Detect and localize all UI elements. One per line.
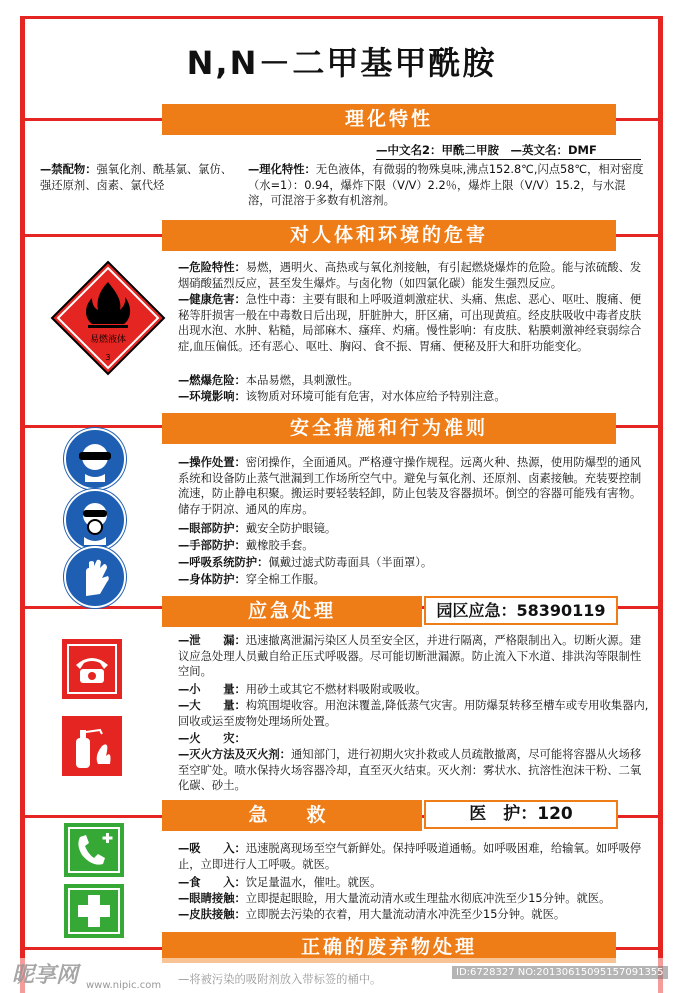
aliases-underline xyxy=(376,159,641,160)
fire-extinguisher-icon xyxy=(62,716,122,776)
watermark-id: ID:6728327 NO:20130615095157091355 xyxy=(452,966,668,979)
frame-right-line xyxy=(658,16,663,993)
hazard-label: —燃爆危险： xyxy=(178,374,246,387)
sign-text: 易燃液体 xyxy=(89,335,127,345)
prop-text: 无色液体，有微弱的物殊臭味,沸点152.8℃,闪点58℃，相对密度（水=1）：0.94，爆炸下限（V/V）2.2％，爆炸上限（V/V）15.2，与水混溶，可混溶于多数有机溶剂。 xyxy=(248,163,644,208)
firstaid-item-3 xyxy=(178,907,652,923)
prop-block xyxy=(248,162,648,209)
medical-label: 医 护： xyxy=(469,804,538,824)
hazard-text: 急性中毒：主要有眼和上呼吸道刺激症状、头痛、焦虑、恶心、呕吐、腹痛、便秘等肝损害一般在中毒数日后出现，肝脏肿大，肝区痛，可出现黄疸。经皮肤吸收中毒者皮肤出现水泡、水肿、粘糙，局部麻木、瘙痒、灼痛。慢性影响：有皮肤、粘膜刺激神经衰弱综合症,血压偏低。还有恶心、呕吐、胸闷、食不振、胃痛、便秘及肝大和肝功能变化。 xyxy=(178,293,642,353)
firstaid-text: 立即提起眼睑，用大量流动清水或生理盐水彻底冲洗至少15分钟。就医。 xyxy=(245,892,611,905)
page-title: N,N－二甲基甲酰胺 xyxy=(186,44,497,82)
first-aid-cross-sign xyxy=(64,884,124,938)
hazard-label: —危险特性： xyxy=(178,261,246,274)
watermark-url: www.nipic.com xyxy=(86,980,162,991)
safety-item-3 xyxy=(178,555,652,571)
safety-text: 戴橡胶手套。 xyxy=(245,539,314,552)
hazard-label: —健康危害： xyxy=(178,293,246,306)
section-header-disposal: 正确的废弃物处理 xyxy=(162,932,616,963)
section-header-hazard: 对人体和环境的危害 xyxy=(162,220,616,251)
safety-label: —手部防护： xyxy=(178,539,246,552)
section-header-emergency: 应急处理 xyxy=(162,596,422,627)
goggles-icon xyxy=(66,430,124,488)
hazard-item-1 xyxy=(178,292,652,354)
medical-phone: 120 xyxy=(537,804,573,824)
flammable-liquid-icon xyxy=(50,260,166,376)
safety-label: —操作处置： xyxy=(178,456,246,469)
hazard-item-2 xyxy=(178,373,652,389)
frame-left-line xyxy=(20,16,25,993)
emergency-label: —火 灾： xyxy=(178,732,246,745)
firstaid-label: —眼睛接触： xyxy=(178,892,246,905)
respirator-sign xyxy=(64,489,126,551)
safety-text: 穿全棉工作服。 xyxy=(245,573,325,586)
emergency-text: 用砂土或其它不燃材料吸附或吸收。 xyxy=(245,683,427,696)
taboo-block xyxy=(40,162,236,193)
emergency-label: —灭火方法及灭火剂： xyxy=(178,748,291,761)
emergency-label: —大 量： xyxy=(178,699,246,712)
aliases-line: —中文名2：甲酰二甲胺 —英文名：DMF xyxy=(376,143,597,157)
safety-label: —呼吸系统防护： xyxy=(178,556,269,569)
taboo-text: 强氧化剂、酰基氯、氯仿、强还原剂、卤素、氯代烃 xyxy=(40,163,233,192)
fire-extinguisher-sign xyxy=(62,716,122,776)
taboo-label: —禁配物： xyxy=(40,163,97,176)
safety-text: 佩戴过滤式防毒面具（半面罩）。 xyxy=(268,556,433,569)
section-header-physchem: 理化特性 xyxy=(162,104,616,135)
emergency-item-2 xyxy=(178,698,652,729)
emergency-item-3 xyxy=(178,731,652,747)
medical-box xyxy=(424,800,618,829)
hazard-text: 易燃，遇明火、高热或与氧化剂接触，有引起燃烧爆炸的危险。能与浓硫酸、发烟硝酸猛烈反应，甚至发生爆炸。与卤化物（如四氯化碳）能发生强烈反应。 xyxy=(178,261,642,290)
emergency-item-1 xyxy=(178,682,652,698)
hazard-item-3 xyxy=(178,389,652,405)
hazard-text: 该物质对环境可能有危害，对水体应给予特别注意。 xyxy=(245,390,506,403)
glove-sign xyxy=(64,546,126,608)
frame-top-line xyxy=(20,16,663,19)
firstaid-label: —吸 入： xyxy=(178,842,246,855)
firstaid-text: 饮足量温水，催吐。就医。 xyxy=(245,876,382,889)
firstaid-item-1 xyxy=(178,875,652,891)
emergency-text: 通知部门，进行初期火灾扑救或人员疏散撤离，尽可能将容器从火场移至空旷处。喷水保持火场容器冷却，直至灭火结束。灭火剂：雾状水、抗溶性泡沫干粉、二氧化碳、砂土。 xyxy=(178,748,642,793)
emergency-item-4 xyxy=(178,747,652,794)
first-aid-phone-icon xyxy=(64,823,124,877)
hazard-item-0 xyxy=(178,260,652,291)
firstaid-item-2 xyxy=(178,891,652,907)
hazard-text: 本品易燃，具刺激性。 xyxy=(245,374,359,387)
prop-label: —理化特性： xyxy=(248,163,316,176)
firstaid-item-0 xyxy=(178,841,652,872)
section-header-firstaid: 急 救 xyxy=(162,800,422,831)
glove-icon xyxy=(66,548,124,606)
park-emergency-box xyxy=(424,596,618,625)
emergency-label: —小 量： xyxy=(178,683,246,696)
section-header-safety: 安全措施和行为准则 xyxy=(162,413,616,444)
flammable-liquid-sign xyxy=(50,260,166,376)
firstaid-label: —食 入： xyxy=(178,876,246,889)
eye-protection-sign xyxy=(64,428,126,490)
emergency-item-0 xyxy=(178,633,652,680)
safety-label: —眼部防护： xyxy=(178,522,246,535)
safety-label: —身体防护： xyxy=(178,573,246,586)
telephone-icon xyxy=(62,639,122,699)
safety-item-1 xyxy=(178,521,652,537)
safety-text: 密闭操作，全面通风。严格遵守操作规程。远离火种、热源，使用防爆型的通风系统和设备防止蒸气泄漏到工作场所空气中。避免与氧化剂、还原剂、卤素接触。充装要控制流速，防止静电积聚。搬运时要轻装轻卸，防止包装及容器损坏。倒空的容器可能残有害物。储存于阴凉、通风的库房。 xyxy=(178,456,642,516)
first-aid-cross-icon xyxy=(64,884,124,938)
safety-item-2 xyxy=(178,538,652,554)
safety-item-0 xyxy=(178,455,652,517)
firstaid-text: 立即脱去污染的衣着，用大量流动清水冲洗至少15分钟。就医。 xyxy=(245,908,566,921)
safety-text: 戴安全防护眼镜。 xyxy=(245,522,337,535)
firstaid-label: —皮肤接触： xyxy=(178,908,246,921)
firstaid-text: 迅速脱离现场至空气新鲜处。保持呼吸道通畅。如呼吸困难，给输氧。如呼吸停止，立即进行人工呼吸。就医。 xyxy=(178,842,642,871)
park-emergency-phone: 58390119 xyxy=(516,601,606,620)
safety-item-4 xyxy=(178,572,652,588)
first-aid-phone-sign xyxy=(64,823,124,877)
emergency-phone-sign xyxy=(62,639,122,699)
park-emergency-label: 园区应急： xyxy=(436,601,517,620)
sign-number: 3 xyxy=(105,353,111,362)
emergency-label: —泄 漏： xyxy=(178,634,246,647)
emergency-text: 构筑围堤收容。用泡沫覆盖,降低蒸气灾害。用防爆泵转移至槽车或专用收集器内,回收或运至废物处理场所处置。 xyxy=(178,699,649,728)
gas-mask-icon xyxy=(66,491,124,549)
watermark-logo: 昵享网 xyxy=(12,963,79,988)
hazard-label: —环境影响： xyxy=(178,390,246,403)
emergency-text: 迅速撤离泄漏污染区人员至安全区，并进行隔离，严格限制出入。切断火源。建议应急处理人员戴自给正压式呼吸器。尽可能切断泄漏源。防止流入下水道、排洪沟等限制性空间。 xyxy=(178,634,642,679)
